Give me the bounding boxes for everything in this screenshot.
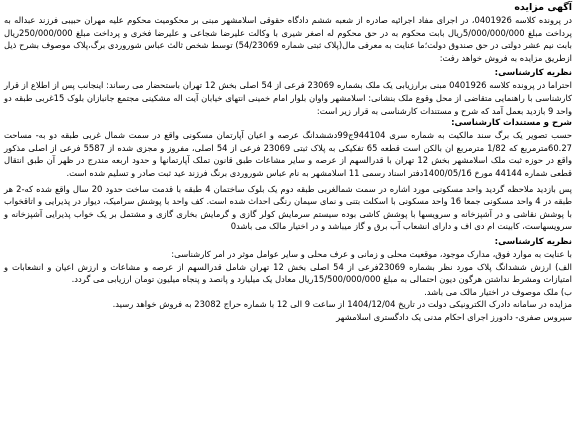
expert-opinion-paragraph: احتراما در پرونده کلاسه 0401926 مبنی برارزیابی یک ملک بشماره 23069 فرعی از 54 اصلی بخش 12 تهران باستحضار می رساند: اینجانب پس از اطلاع از قرار کارشناسی با راهنمایی متقاضی از محل وقوع ملک بنشانی: اسلامشهر واوان بلوار امام خمینی انتهای خیابان آیت اله مشکینی مجتمع جانبازان بلوک 15غربی طبقه دو واحد 9 بازدید بعمل آمد که شرح و مستندات کارشناسی به قرار زیر است: — [4, 80, 573, 116]
final-opinion-heading: نظریه کارشناسی: — [494, 236, 572, 247]
valuation-paragraph: الف) ارزش ششدانگ پلاک مورد نظر بشماره 23069فرعی از 54 اصلی بخش 12 تهران شامل قدرالسهم از عرصه و مشاعات و ارزش اعیان و انشعابات و امتیازات ومشرط نداشتن هرگون دیون احتمالی به مبلغ 15/500/000/000ریال معادل یک میلیارد و پانصد و پنجاه میلیون تومان ارزیابی می گردد. — [4, 261, 572, 285]
considerations-paragraph: با عنایت به موارد فوق، مدارک موجود، موقعیت محلی و زمانی و عرف محلی و سایر عوامل موثر در امر کارشناسی: — [171, 248, 572, 259]
documents-paragraph: حسب تصویر یک برگ سند مالکیت به شماره سری 944104ج99دششدانگ عرصه و اعیان آپارتمان مسکونی واقع در سمت شمال غربی طبقه دو به- مساحت 60.27مترمربع که 1/82 مترمربع ان بالکن است قطعه 65 تفکیکی به پلاک ثبتی 23069 فرعی از 54 اصلی، مفروز و مجزی شده از 5587 فرعی از اصلی مذکور واقع در حوزه ثبت ملک اسلامشهر بخش 12 تهران با قدرالسهم از عرصه و سایر مشاعات طبق قانون تملک آپارتمانها و حدود اربعه مندرج در ظهر آن طبق انتقال قطعی شماره 44144 مورخ 1400/05/16دفتر اسناد رسمی 11 اسلامشهر به نام عباس شوروردی برنگ فرزند عید ثبت صادر و تسلیم شده است. — [4, 130, 572, 178]
documents-heading: شرح و مستندات کارشناسی: — [451, 118, 572, 129]
inspection-paragraph: پس بازدید ملاحظه گردید واحد مسکونی مورد اشاره در سمت شمالغربی طبقه دوم یک بلوک ساختمان 4 طبقه با قدمت ساخت حدود 20 سال واقع شده که-2 هر طبقه در 4 واحد مسکونی جمعا 16 واحد مسکونی با اسکلت بتنی و نمای سیمان رنگی احداث شده است. کف واحد با پوشش سرامیک، دیوار در پذیرایی و اتاقخواب با پوشش نقاشی و در آشپزخانه و سرویسها با پوشش کاشی بوده سیستم سرمایش کولر گازی و گرمایش بخاری گازی و مشتمل بر یک خواب پذیرایی آشپزخانه و سرویسهاست، کابینت ام دی اف و دارای انشعاب آب برق و گاز میباشد و در اختیار مالک می باشد0 — [4, 183, 573, 232]
expert-opinion-heading: نظریه کارشناسی: — [494, 68, 572, 79]
intro-paragraph: در پرونده کلاسه 0401926، در اجرای مفاد اجرائیه صادره از شعبه ششم دادگاه حقوقی اسلامشهر مبنی بر محکومیت محکوم علیه مهران حبیبی فرزند عبداله به پرداخت مبلغ 5/000/000/000ریال بابت محکوم به در حق محکوم له اصغر شیری با وکالت علیرضا شجاعی و علیرضا فخری و پرداخت مبلغ 250/000/000ریال بابت نیم عشر دولتی در حق صندوق دولت؛ما عنایت به معرفی مال(پلاک ثبتی شماره 54/23069) توسط شخص ثالث عباس شوروردی برگ،پلاک موصوف بشرح ذیل ازطریق مزایده به فروش خواهد رفت: — [4, 15, 572, 63]
auction-date-paragraph: مزایده در سامانه دادرک الکترونیکی دولت در تاریخ 1404/12/04 از ساعت 9 الی 12 با شماره حراج 23082 به فروش خواهد رسید. — [112, 299, 572, 310]
signature-line: سیروس صفری- دادورز اجرای احکام مدنی یک دادگستری اسلامشهر — [336, 311, 572, 322]
possession-paragraph: ب) ملک موصوف در اختیار مالک می باشد. — [424, 286, 572, 297]
notice-title: آگهی مزایده — [514, 2, 572, 13]
